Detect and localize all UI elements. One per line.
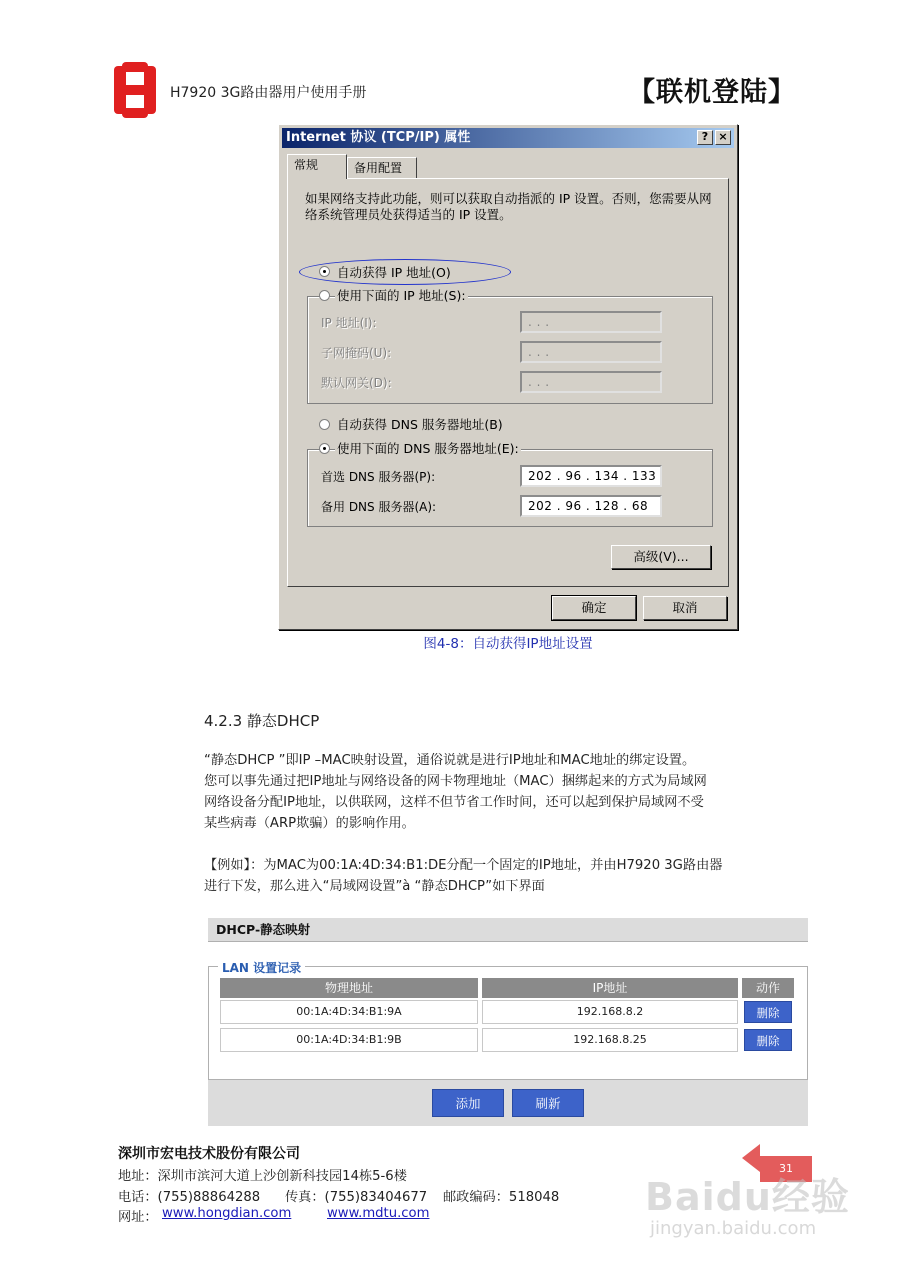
auto-dns-radio[interactable] [319, 419, 330, 430]
manual-dns-label: 使用下面的 DNS 服务器地址(E): [337, 441, 519, 456]
dialog-title: Internet 协议 (TCP/IP) 属性 [286, 130, 471, 145]
paragraph-line: 网络设备分配IP地址，以供联网，这样不但节省工作时间，还可以起到保护局域网不受 [204, 795, 704, 810]
subnet-mask-label: 子网掩码(U): [321, 346, 392, 360]
dhcp-title-bar: DHCP-静态映射 [208, 918, 808, 942]
company-address: 地址：深圳市滨河大道上沙创新科技园14栋5-6楼 [118, 1169, 407, 1184]
subnet-mask-field[interactable]: . . . [520, 341, 662, 363]
tab-general[interactable]: 常规 [287, 154, 347, 179]
example-line: 【例如】：为MAC为00:1A:4D:34:B1:DE分配一个固定的IP地址，并由H7920 3G路由器 [204, 858, 723, 873]
company-phone: 电话：(755)88864288 [118, 1190, 261, 1205]
ok-button[interactable]: 确定 [552, 596, 636, 620]
dhcp-footer-bar [208, 1080, 808, 1126]
example-line: 进行下发，那么进入“局域网设置”à “静态DHCP”如下界面 [204, 879, 545, 894]
alternate-dns-label: 备用 DNS 服务器(A): [321, 500, 437, 514]
close-button[interactable]: × [715, 130, 731, 145]
tcpip-properties-dialog [278, 124, 738, 630]
company-postcode: 邮政编码：518048 [443, 1190, 560, 1205]
company-name: 深圳市宏电技术股份有限公司 [118, 1146, 300, 1162]
document-title: H7920 3G路由器用户使用手册 [170, 85, 367, 101]
ip-address-label: IP 地址(I): [321, 316, 377, 330]
auto-ip-label: 自动获得 IP 地址(O) [337, 265, 451, 280]
company-fax: 传真：(755)83404677 [285, 1190, 428, 1205]
column-header-action: 动作 [742, 978, 794, 998]
company-logo-icon [114, 62, 156, 118]
baidu-watermark-url: jingyan.baidu.com [650, 1218, 817, 1239]
auto-dns-label: 自动获得 DNS 服务器地址(B) [337, 417, 503, 432]
manual-ip-radio[interactable] [319, 290, 330, 301]
website-link-mdtu[interactable]: www.mdtu.com [327, 1206, 430, 1221]
paragraph-line: “静态DHCP ”即IP –MAC映射设置，通俗说就是进行IP地址和MAC地址的绑定设置。 [204, 753, 696, 768]
table-cell-ip: 192.168.8.2 [482, 1000, 738, 1024]
refresh-button[interactable]: 刷新 [512, 1089, 584, 1117]
ip-address-field[interactable]: . . . [520, 311, 662, 333]
alternate-dns-field[interactable]: 202 . 96 . 128 . 68 [520, 495, 662, 517]
table-cell-mac: 00:1A:4D:34:B1:9A [220, 1000, 478, 1024]
section-heading: 4.2.3 静态DHCP [204, 712, 320, 730]
table-cell-ip: 192.168.8.25 [482, 1028, 738, 1052]
paragraph-line: 您可以事先通过把IP地址与网络设备的网卡物理地址（MAC）捆绑起来的方式为局域网 [204, 774, 707, 789]
website-link-hongdian[interactable]: www.hongdian.com [162, 1206, 292, 1221]
delete-button[interactable]: 删除 [744, 1029, 792, 1051]
figure-caption: 图4-8：自动获得IP地址设置 [423, 636, 593, 652]
manual-ip-label: 使用下面的 IP 地址(S): [337, 288, 466, 303]
add-button[interactable]: 添加 [432, 1089, 504, 1117]
preferred-dns-field[interactable]: 202 . 96 . 134 . 133 [520, 465, 662, 487]
column-header-ip: IP地址 [482, 978, 738, 998]
default-gateway-label: 默认网关(D): [321, 376, 392, 390]
column-header-mac: 物理地址 [220, 978, 478, 998]
table-cell-mac: 00:1A:4D:34:B1:9B [220, 1028, 478, 1052]
dialog-title-bar [282, 128, 734, 148]
delete-button[interactable]: 删除 [744, 1001, 792, 1023]
default-gateway-field[interactable]: . . . [520, 371, 662, 393]
section-tag: 【联机登陆】 [628, 77, 796, 108]
dialog-description: 如果网络支持此功能，则可以获取自动指派的 IP 设置。否则，您需要从网络系统管理员处获得适当的 IP 设置。 [305, 191, 712, 222]
paragraph-line: 某些病毒（ARP欺骗）的影响作用。 [204, 816, 415, 831]
auto-ip-radio[interactable] [319, 266, 330, 277]
page-number: 31 [760, 1156, 812, 1182]
baidu-watermark: Baidu经验 [645, 1175, 850, 1219]
help-button[interactable]: ? [697, 130, 713, 145]
manual-dns-radio[interactable] [319, 443, 330, 454]
advanced-button[interactable]: 高级(V)... [611, 545, 711, 569]
website-label: 网址： [118, 1210, 158, 1225]
preferred-dns-label: 首选 DNS 服务器(P): [321, 470, 436, 484]
tab-alternate-config[interactable]: 备用配置 [347, 157, 417, 178]
cancel-button[interactable]: 取消 [643, 596, 727, 620]
lan-records-legend: LAN 设置记录 [218, 959, 305, 976]
